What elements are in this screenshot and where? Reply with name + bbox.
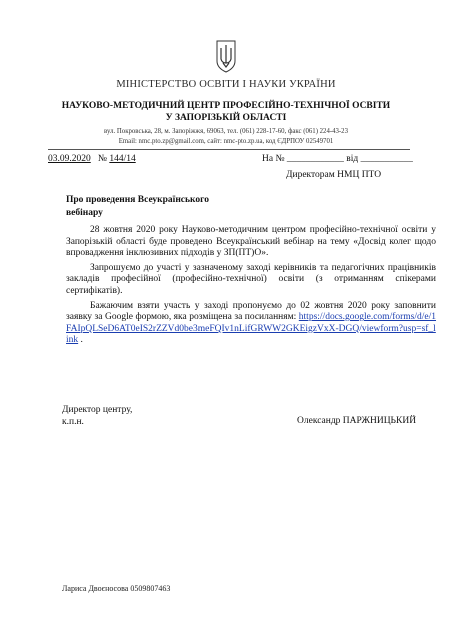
- body-paragraph-1: 28 жовтня 2020 року Науково-методичним центром професійно-технічної освіти у Запорізькій області буде проведено Всеукраїнський вебінар на тему «Досвід колег щодо впровадження інклюзивних підходів у ЗП(ПТ)О».: [66, 225, 436, 259]
- letter-subject: Про проведення Всеукраїнського вебінару: [66, 195, 209, 218]
- registration-invite-text: Бажаючим взяти участь у заході пропонуємо до 02 жовтня 2020 року заповнити заявку за Google формою, яка розміщена за посиланням:: [66, 300, 436, 323]
- signatory-degree: к.п.н.: [62, 417, 84, 427]
- letter-body: [66, 225, 436, 350]
- body-paragraph-2: Запрошуємо до участі у зазначеному заході керівників та педагогічних працівників закладів професійної (професійно-технічної) освіти (з отриманням спікерами сертифікатів).: [66, 262, 436, 296]
- trident-coat-of-arms-icon: [215, 39, 237, 73]
- header-divider: [48, 149, 410, 150]
- incoming-reference: На № ____________ від ___________: [262, 154, 413, 164]
- google-form-link[interactable]: https://docs.google.com/forms/d/e/1FAIpQLSeD6AT0eIS2rZZVd0be3meFQIv1nLifGRWW2GKEigzVxX-DGQ/viewform?usp=sf_link: [66, 312, 437, 346]
- outgoing-number: 144/14: [109, 154, 136, 164]
- ministry-name: МІНІСТЕРСТВО ОСВІТИ І НАУКИ УКРАЇНИ: [116, 79, 336, 90]
- address-line: вул. Покровська, 28, м. Запоріжжя, 69063, тел. (061) 228-17-60, факс (061) 224-43-23: [104, 128, 348, 135]
- signatory-name: Олександр ПАРЖНИЦЬКИЙ: [297, 416, 417, 426]
- body-paragraph-3: [66, 301, 436, 347]
- executor-contact: Лариса Двоєносова 0509807463: [62, 584, 171, 593]
- email-line: Email: nmc.pto.zp@gmail.com, сайт: nmc-pto.zp.ua, код ЄДРПОУ 02549701: [118, 137, 334, 145]
- link-trailing-period: .: [80, 335, 83, 346]
- organization-name-line2: У ЗАПОРІЗЬКІЙ ОБЛАСТІ: [165, 113, 287, 123]
- signatory-title: [62, 404, 132, 428]
- outgoing-date: 03.09.2020: [48, 154, 91, 164]
- organization-name-line1: НАУКОВО-МЕТОДИЧНИЙ ЦЕНТР ПРОФЕСІЙНО-ТЕХНІЧНОЇ ОСВІТИ: [61, 101, 391, 111]
- outgoing-registration: [48, 154, 136, 164]
- outgoing-number-label: №: [97, 154, 107, 164]
- recipient: Директорам НМЦ ПТО: [286, 170, 382, 180]
- contact-details: [40, 127, 412, 146]
- signatory-position: Директор центру,: [62, 405, 133, 415]
- organization-name: [40, 100, 412, 124]
